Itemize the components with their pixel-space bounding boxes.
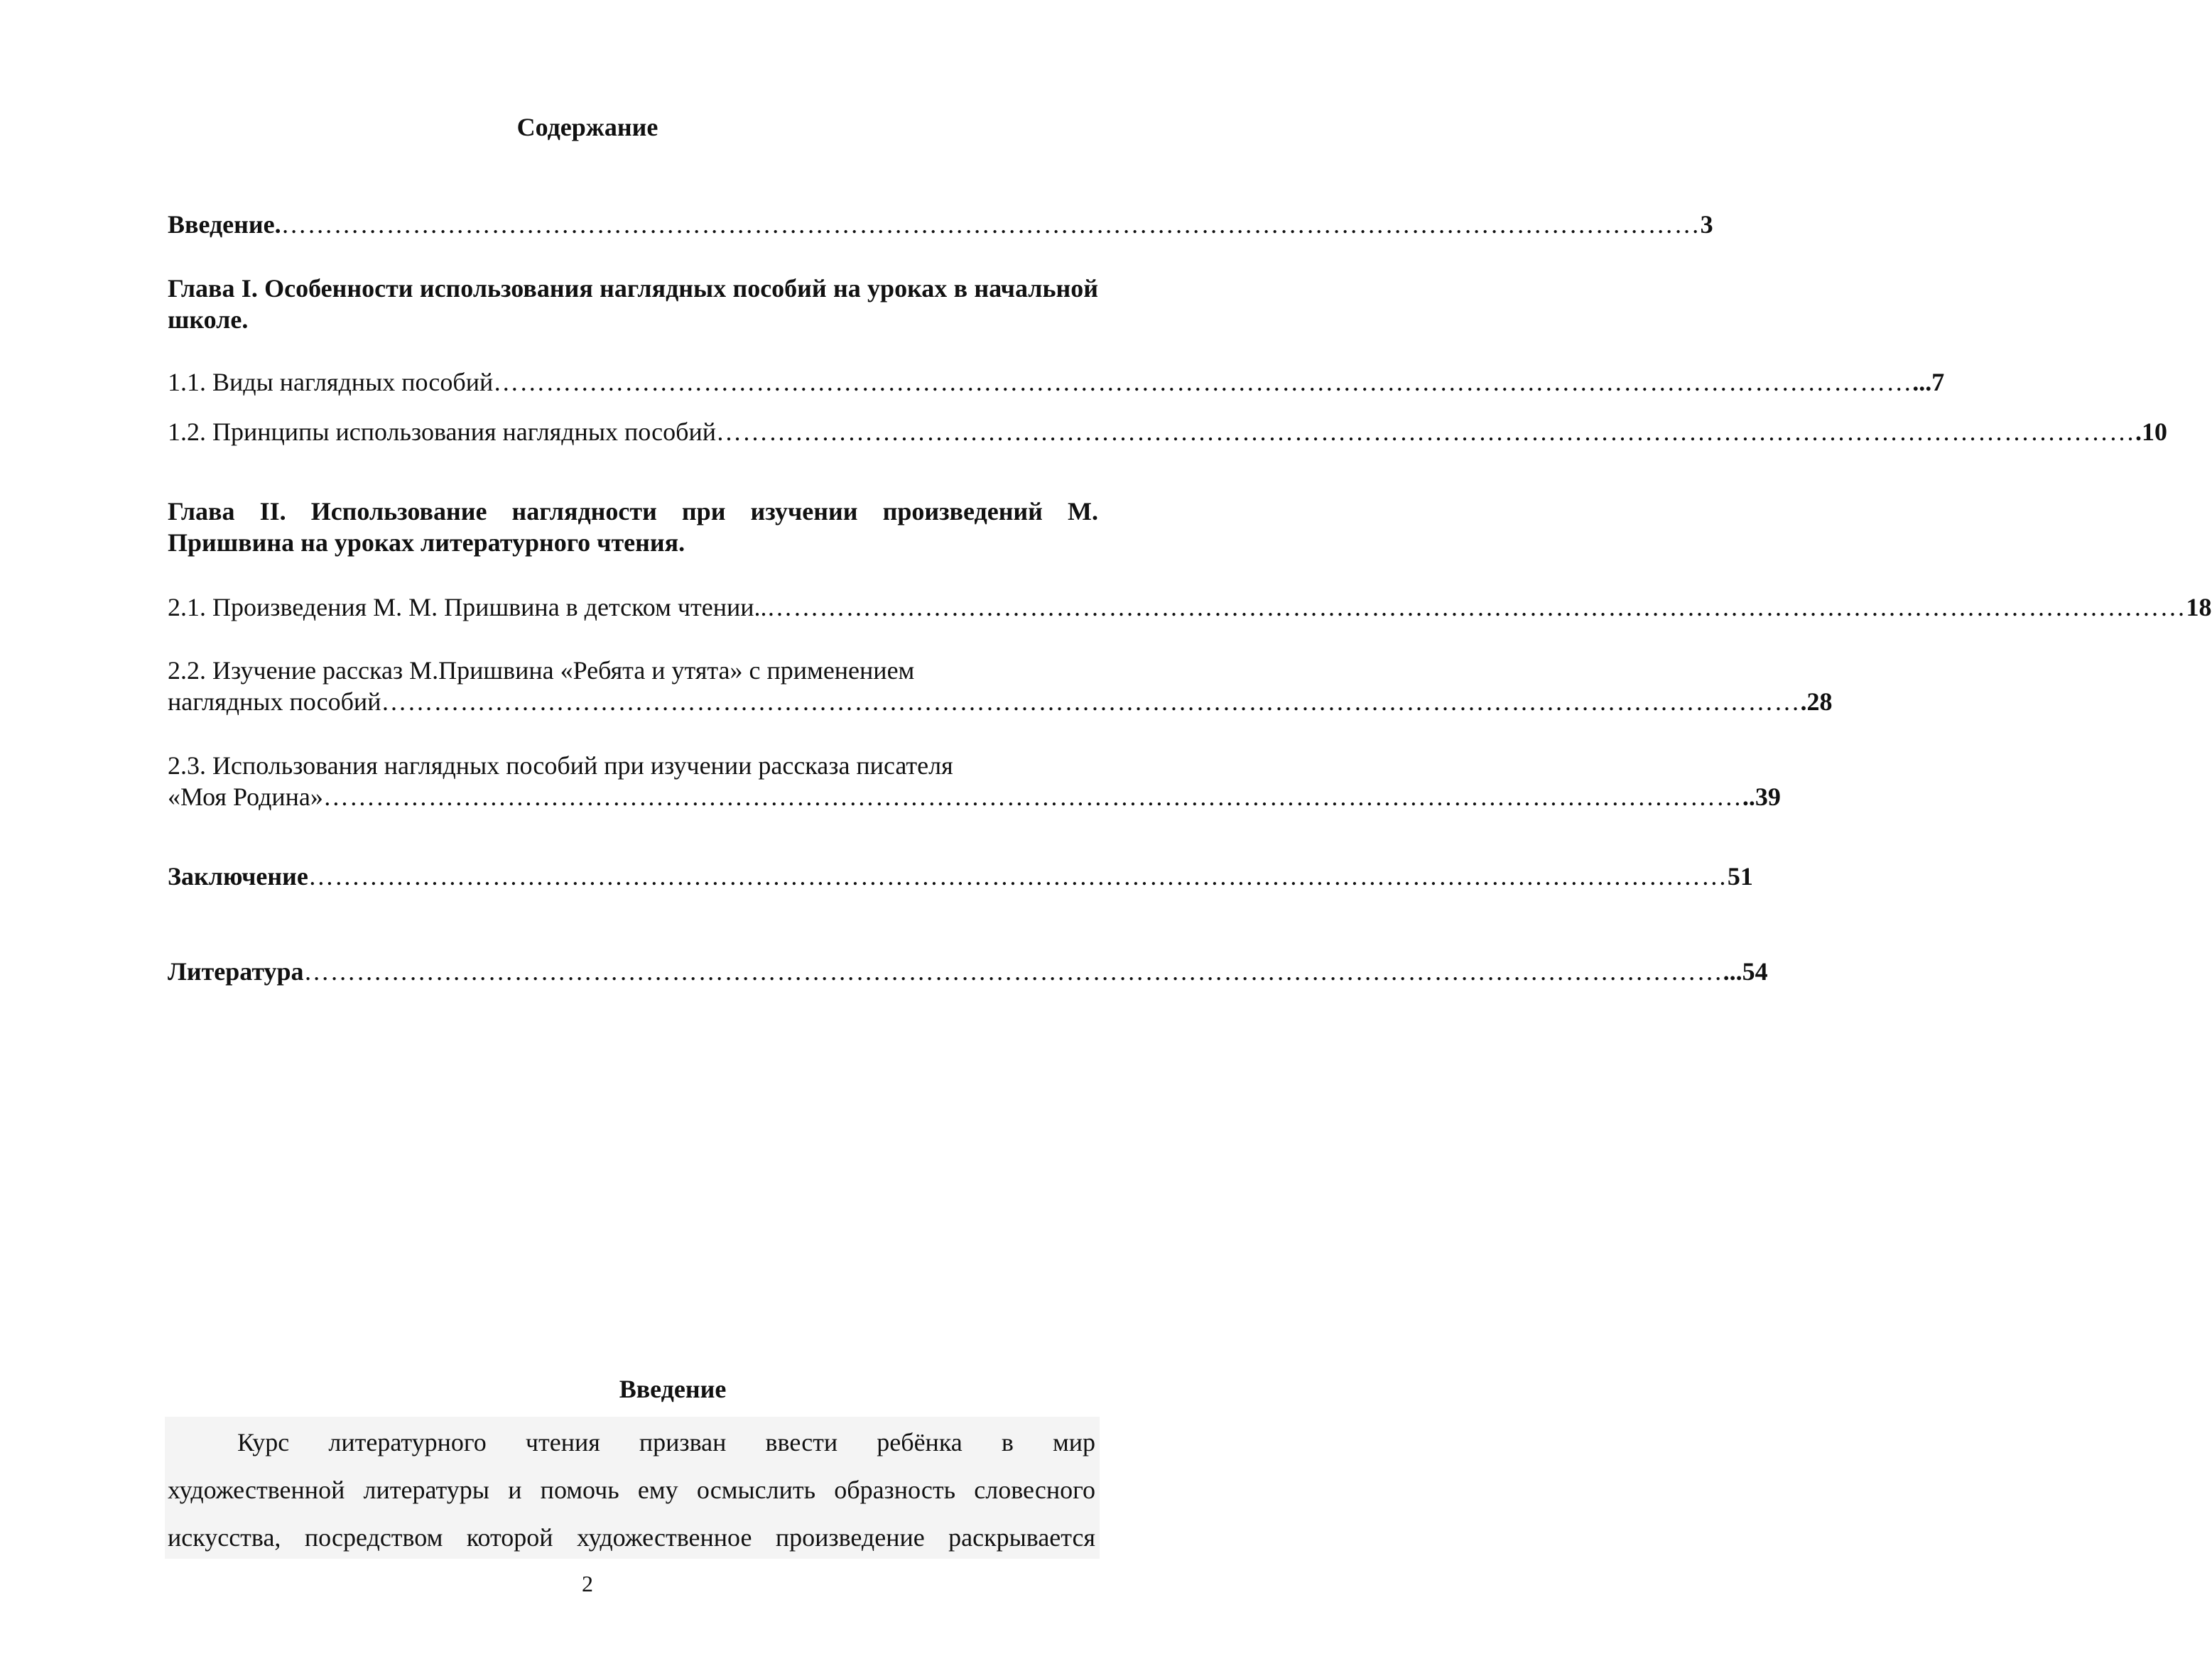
toc-leader-dots: ……………………………………………………………………………………………………………………………………………… bbox=[281, 210, 1701, 239]
toc-leader-dots: ……………………………………………………………………………………………………………………………………………… bbox=[493, 368, 1913, 396]
toc-page-number: ...54 bbox=[1723, 957, 1768, 986]
toc-chapter-1[interactable]: Глава I. Особенности использования наглядных пособий на уроках в начальной школе. bbox=[168, 274, 1098, 334]
toc-entry-1-2[interactable] bbox=[168, 416, 2167, 447]
toc-entry-label: Заключение bbox=[168, 862, 308, 891]
toc-entry-label: 1.2. Принципы использования наглядных пособий bbox=[168, 418, 716, 446]
toc-leader-dots: ……………………………………………………………………………………………………………………………………………… bbox=[308, 862, 1728, 891]
toc-entry-2-2[interactable] bbox=[168, 686, 1833, 717]
paragraph-line: искусства, посредством которой художественное произведение раскрывается bbox=[168, 1523, 1095, 1552]
toc-entry-label: Введение. bbox=[168, 210, 281, 239]
toc-entry-2-3[interactable] bbox=[168, 781, 1781, 812]
toc-title: Содержание bbox=[516, 113, 658, 141]
paragraph-line: Курс литературного чтения призван ввести ребёнка в мир bbox=[237, 1428, 1095, 1456]
toc-leader-dots: ……………………………………………………………………………………………………………………………………………… bbox=[381, 687, 1801, 716]
toc-page-number: 18 bbox=[2186, 593, 2212, 621]
page-number: 2 bbox=[582, 1571, 593, 1596]
toc-entry-introduction[interactable] bbox=[168, 209, 1713, 240]
toc-entry-label: 1.1. Виды наглядных пособий bbox=[168, 368, 494, 396]
toc-leader-dots: ……………………………………………………………………………………………………………………………………………… bbox=[303, 957, 1723, 986]
toc-entry-2-1[interactable] bbox=[168, 592, 2212, 623]
toc-entry-label: Литература bbox=[168, 957, 304, 986]
toc-leader-dots: ……………………………………………………………………………………………………………………………………………… bbox=[322, 783, 1742, 811]
toc-chapter-2[interactable]: Глава II. Использование наглядности при изучении произведений М. Пришвина на уроках литературного чтения. bbox=[168, 497, 1098, 557]
toc-entry-2-2-line1: 2.2. Изучение рассказ М.Пришвина «Ребята и утята» с применением bbox=[168, 656, 915, 685]
toc-page-number: ..39 bbox=[1742, 783, 1781, 811]
toc-page-number: 3 bbox=[1700, 210, 1713, 239]
toc-entry-literature[interactable] bbox=[168, 956, 1768, 987]
toc-page-number: 51 bbox=[1727, 862, 1753, 891]
toc-page-number: ...7 bbox=[1912, 368, 1945, 396]
toc-entry-label: «Моя Родина» bbox=[168, 783, 323, 811]
toc-page-number: .10 bbox=[2135, 418, 2167, 446]
toc-entry-1-1[interactable] bbox=[168, 366, 1945, 398]
toc-entry-conclusion[interactable] bbox=[168, 861, 1753, 892]
toc-page-number: .28 bbox=[1800, 687, 1833, 716]
toc-entry-label: 2.1. Произведения М. М. Пришвина в детском чтении.. bbox=[168, 593, 767, 621]
toc-leader-dots: ……………………………………………………………………………………………………………………………………………… bbox=[766, 593, 2186, 621]
toc-entry-2-3-line1: 2.3. Использования наглядных пособий при изучении рассказа писателя bbox=[168, 751, 953, 780]
introduction-heading: Введение bbox=[619, 1375, 727, 1403]
toc-entry-label: наглядных пособий bbox=[168, 687, 381, 716]
introduction-paragraph bbox=[168, 1419, 1095, 1562]
toc-leader-dots: ……………………………………………………………………………………………………………………………………………… bbox=[716, 418, 2135, 446]
paragraph-line: художественной литературы и помочь ему осмыслить образность словесного bbox=[168, 1476, 1095, 1504]
